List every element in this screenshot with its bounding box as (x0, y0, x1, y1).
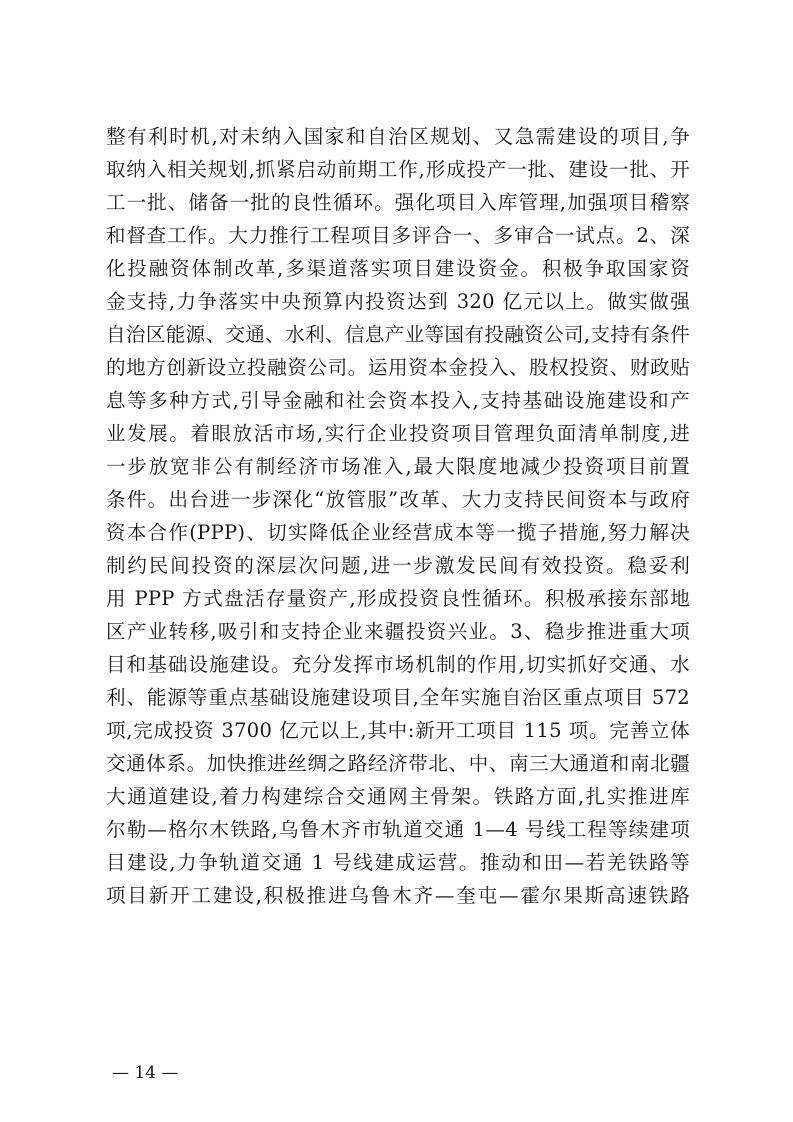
text-line: 和督查工作。大力推行工程项目多评合一、多审合一试点。2、深 (106, 224, 690, 247)
text-line: 资本合作(PPP)、切实降低企业经营成本等一揽子措施,努力解决 (106, 521, 690, 544)
text-line: 项,完成投资 3700 亿元以上,其中:新开工项目 115 项。完善立体 (106, 719, 690, 742)
text-line: 条件。出台进一步深化“放管服”改革、大力支持民间资本与政府 (106, 488, 690, 511)
text-line: 交通体系。加快推进丝绸之路经济带北、中、南三大通道和南北疆 (106, 752, 690, 775)
text-line: 金支持,力争落实中央预算内投资达到 320 亿元以上。做实做强 (106, 290, 690, 313)
text-line: 取纳入相关规划,抓紧启动前期工作,形成投产一批、建设一批、开 (106, 158, 690, 181)
body-text (106, 120, 690, 912)
text-line: 目和基础设施建设。充分发挥市场机制的作用,切实抓好交通、水 (106, 653, 690, 676)
text-line: 制约民间投资的深层次问题,进一步激发民间有效投资。稳妥利 (106, 554, 690, 577)
page-number: — 14 — (112, 1063, 179, 1083)
text-line: 息等多种方式,引导金融和社会资本投入,支持基础设施建设和产 (106, 389, 690, 412)
text-line: 项目新开工建设,积极推进乌鲁木齐—奎屯—霍尔果斯高速铁路 (106, 884, 690, 907)
text-line: 整有利时机,对未纳入国家和自治区规划、又急需建设的项目,争 (106, 125, 690, 148)
text-line: 工一批、储备一批的良性循环。强化项目入库管理,加强项目稽察 (106, 191, 690, 214)
text-line: 大通道建设,着力构建综合交通网主骨架。铁路方面,扎实推进库 (106, 785, 690, 808)
text-line: 化投融资体制改革,多渠道落实项目建设资金。积极争取国家资 (106, 257, 690, 280)
text-line: 的地方创新设立投融资公司。运用资本金投入、股权投资、财政贴 (106, 356, 690, 379)
text-line: 区产业转移,吸引和支持企业来疆投资兴业。3、稳步推进重大项 (106, 620, 690, 643)
text-line: 自治区能源、交通、水利、信息产业等国有投融资公司,支持有条件 (106, 323, 690, 346)
text-line: 尔勒—格尔木铁路,乌鲁木齐市轨道交通 1—4 号线工程等续建项 (106, 818, 690, 841)
text-line: 目建设,力争轨道交通 1 号线建成运营。推动和田—若羌铁路等 (106, 851, 690, 874)
text-line: 利、能源等重点基础设施建设项目,全年实施自治区重点项目 572 (106, 686, 690, 709)
text-line: 用 PPP 方式盘活存量资产,形成投资良性循环。积极承接东部地 (106, 587, 690, 610)
text-line: 业发展。着眼放活市场,实行企业投资项目管理负面清单制度,进 (106, 422, 690, 445)
text-line: 一步放宽非公有制经济市场准入,最大限度地减少投资项目前置 (106, 455, 690, 478)
